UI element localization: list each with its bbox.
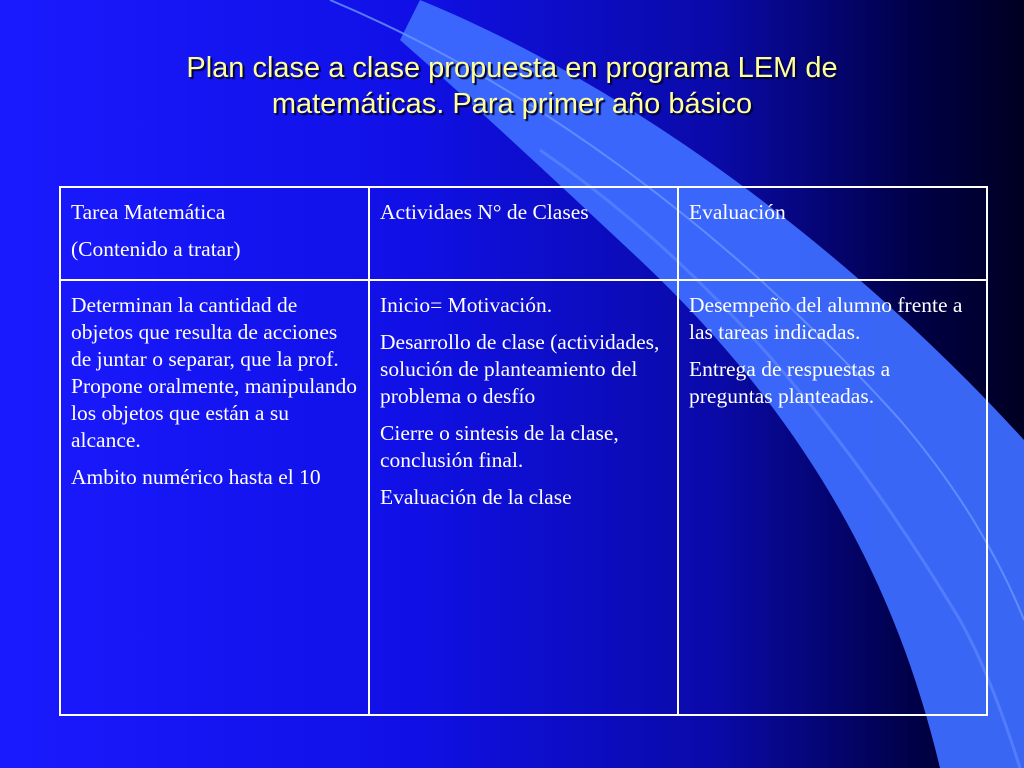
table-header-cell-evaluacion [678, 187, 987, 280]
cell-paragraph: Cierre o sintesis de la clase, conclusión final. [380, 421, 619, 472]
header-text: Evaluación [689, 200, 786, 224]
slide-title-line-1: Plan clase a clase propuesta en programa LEM de [186, 52, 838, 84]
table-header-cell-actividades [369, 187, 678, 280]
cell-paragraph: Desarrollo de clase (actividades, solución de planteamiento del problema o desfío [380, 330, 660, 408]
header-text: Actividaes N° de Clases [380, 200, 589, 224]
table-cell-tarea [60, 280, 369, 715]
table-cell-evaluacion [678, 280, 987, 715]
header-text: Tarea Matemática [71, 200, 226, 224]
table-header-cell-tarea [60, 187, 369, 280]
table-row [60, 280, 987, 715]
cell-paragraph: Determinan la cantidad de objetos que resulta de acciones de juntar o separar, que la prof. Propone oralmente, manipulando los objetos que están a su alcance. [71, 293, 357, 452]
table-header-row [60, 187, 987, 280]
cell-paragraph: Ambito numérico hasta el 10 [71, 465, 321, 489]
cell-paragraph: Desempeño del alumno frente a las tareas indicadas. [689, 293, 963, 344]
slide-title-line-2: matemáticas. Para primer año básico [271, 88, 753, 120]
lesson-plan-table [59, 186, 988, 716]
table-cell-actividades [369, 280, 678, 715]
header-text: (Contenido a tratar) [71, 237, 241, 261]
cell-paragraph: Evaluación de la clase [380, 485, 572, 509]
cell-paragraph: Entrega de respuestas a preguntas planteadas. [689, 357, 891, 408]
slide-title [0, 50, 1024, 122]
cell-paragraph: Inicio= Motivación. [380, 293, 553, 317]
